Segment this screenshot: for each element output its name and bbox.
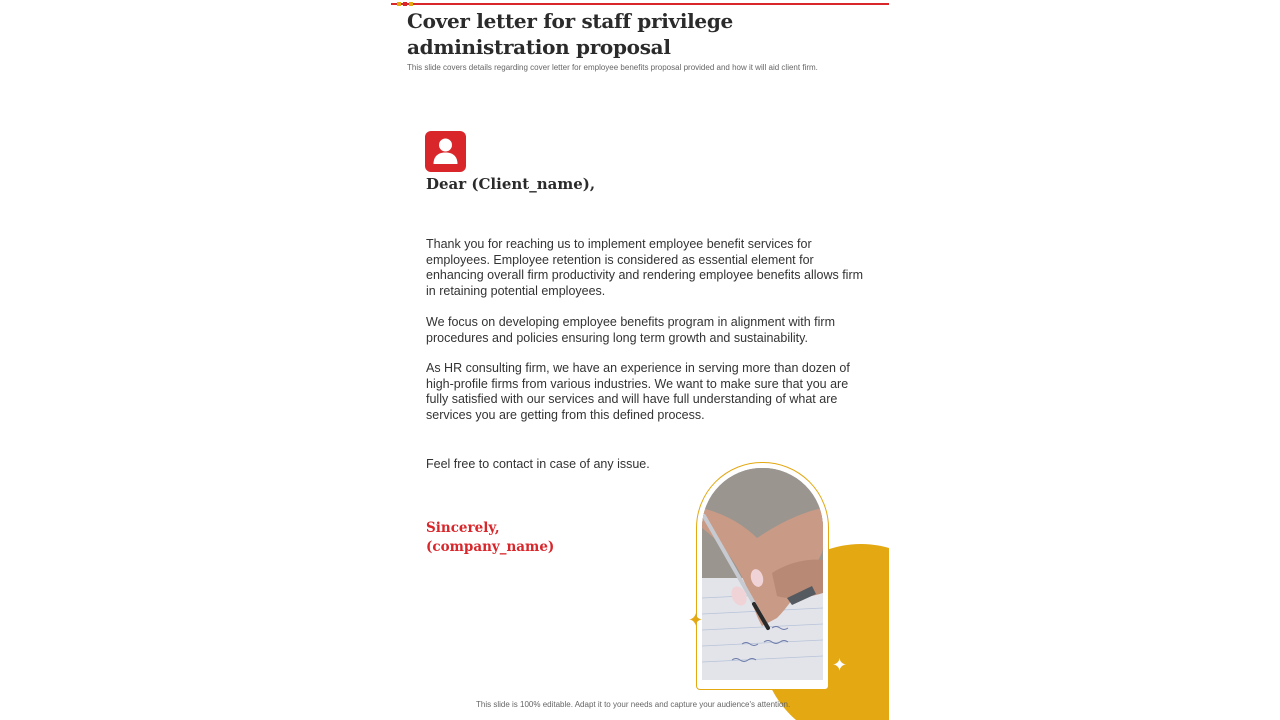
writing-hand-photo xyxy=(702,468,823,680)
slide-page xyxy=(391,0,889,720)
letter-salutation: Dear (Client_name), xyxy=(426,175,596,193)
sparkle-icon: ✦ xyxy=(832,655,848,675)
sparkle-icon: ✦ xyxy=(688,610,704,630)
letter-paragraph-3: As HR consulting firm, we have an experience in serving more than dozen of high-profile firms from various industries. We want to make sure that you are fully satisfied with our services and will have full understanding of what are services you are getting from this defined process. xyxy=(426,361,850,422)
page-title: Cover letter for staff privilege administration proposal xyxy=(407,9,733,59)
user-icon xyxy=(425,131,466,172)
closing-sincerely: Sincerely, xyxy=(426,520,500,536)
top-accent-bar xyxy=(391,3,889,5)
letter-paragraph-4: Feel free to contact in case of any issue. xyxy=(426,457,650,471)
letter-paragraph-1: Thank you for reaching us to implement employee benefit services for employees. Employee retention is considered as essential element for enhancing overall firm productivity and rendering employee benefits allows firm in retaining potential employees. xyxy=(426,237,864,298)
closing-company-name: (company_name) xyxy=(426,539,555,555)
footer-note: This slide is 100% editable. Adapt it to your needs and capture your audience's attention. xyxy=(476,700,791,709)
top-accent-dots xyxy=(397,2,413,6)
letter-paragraph-2: We focus on developing employee benefits program in alignment with firm procedures and policies ensuring long term growth and sustainability. xyxy=(426,315,836,345)
letter-closing xyxy=(426,519,554,557)
page-subtitle: This slide covers details regarding cover letter for employee benefits proposal provided and how it will aid client firm. xyxy=(407,63,818,72)
